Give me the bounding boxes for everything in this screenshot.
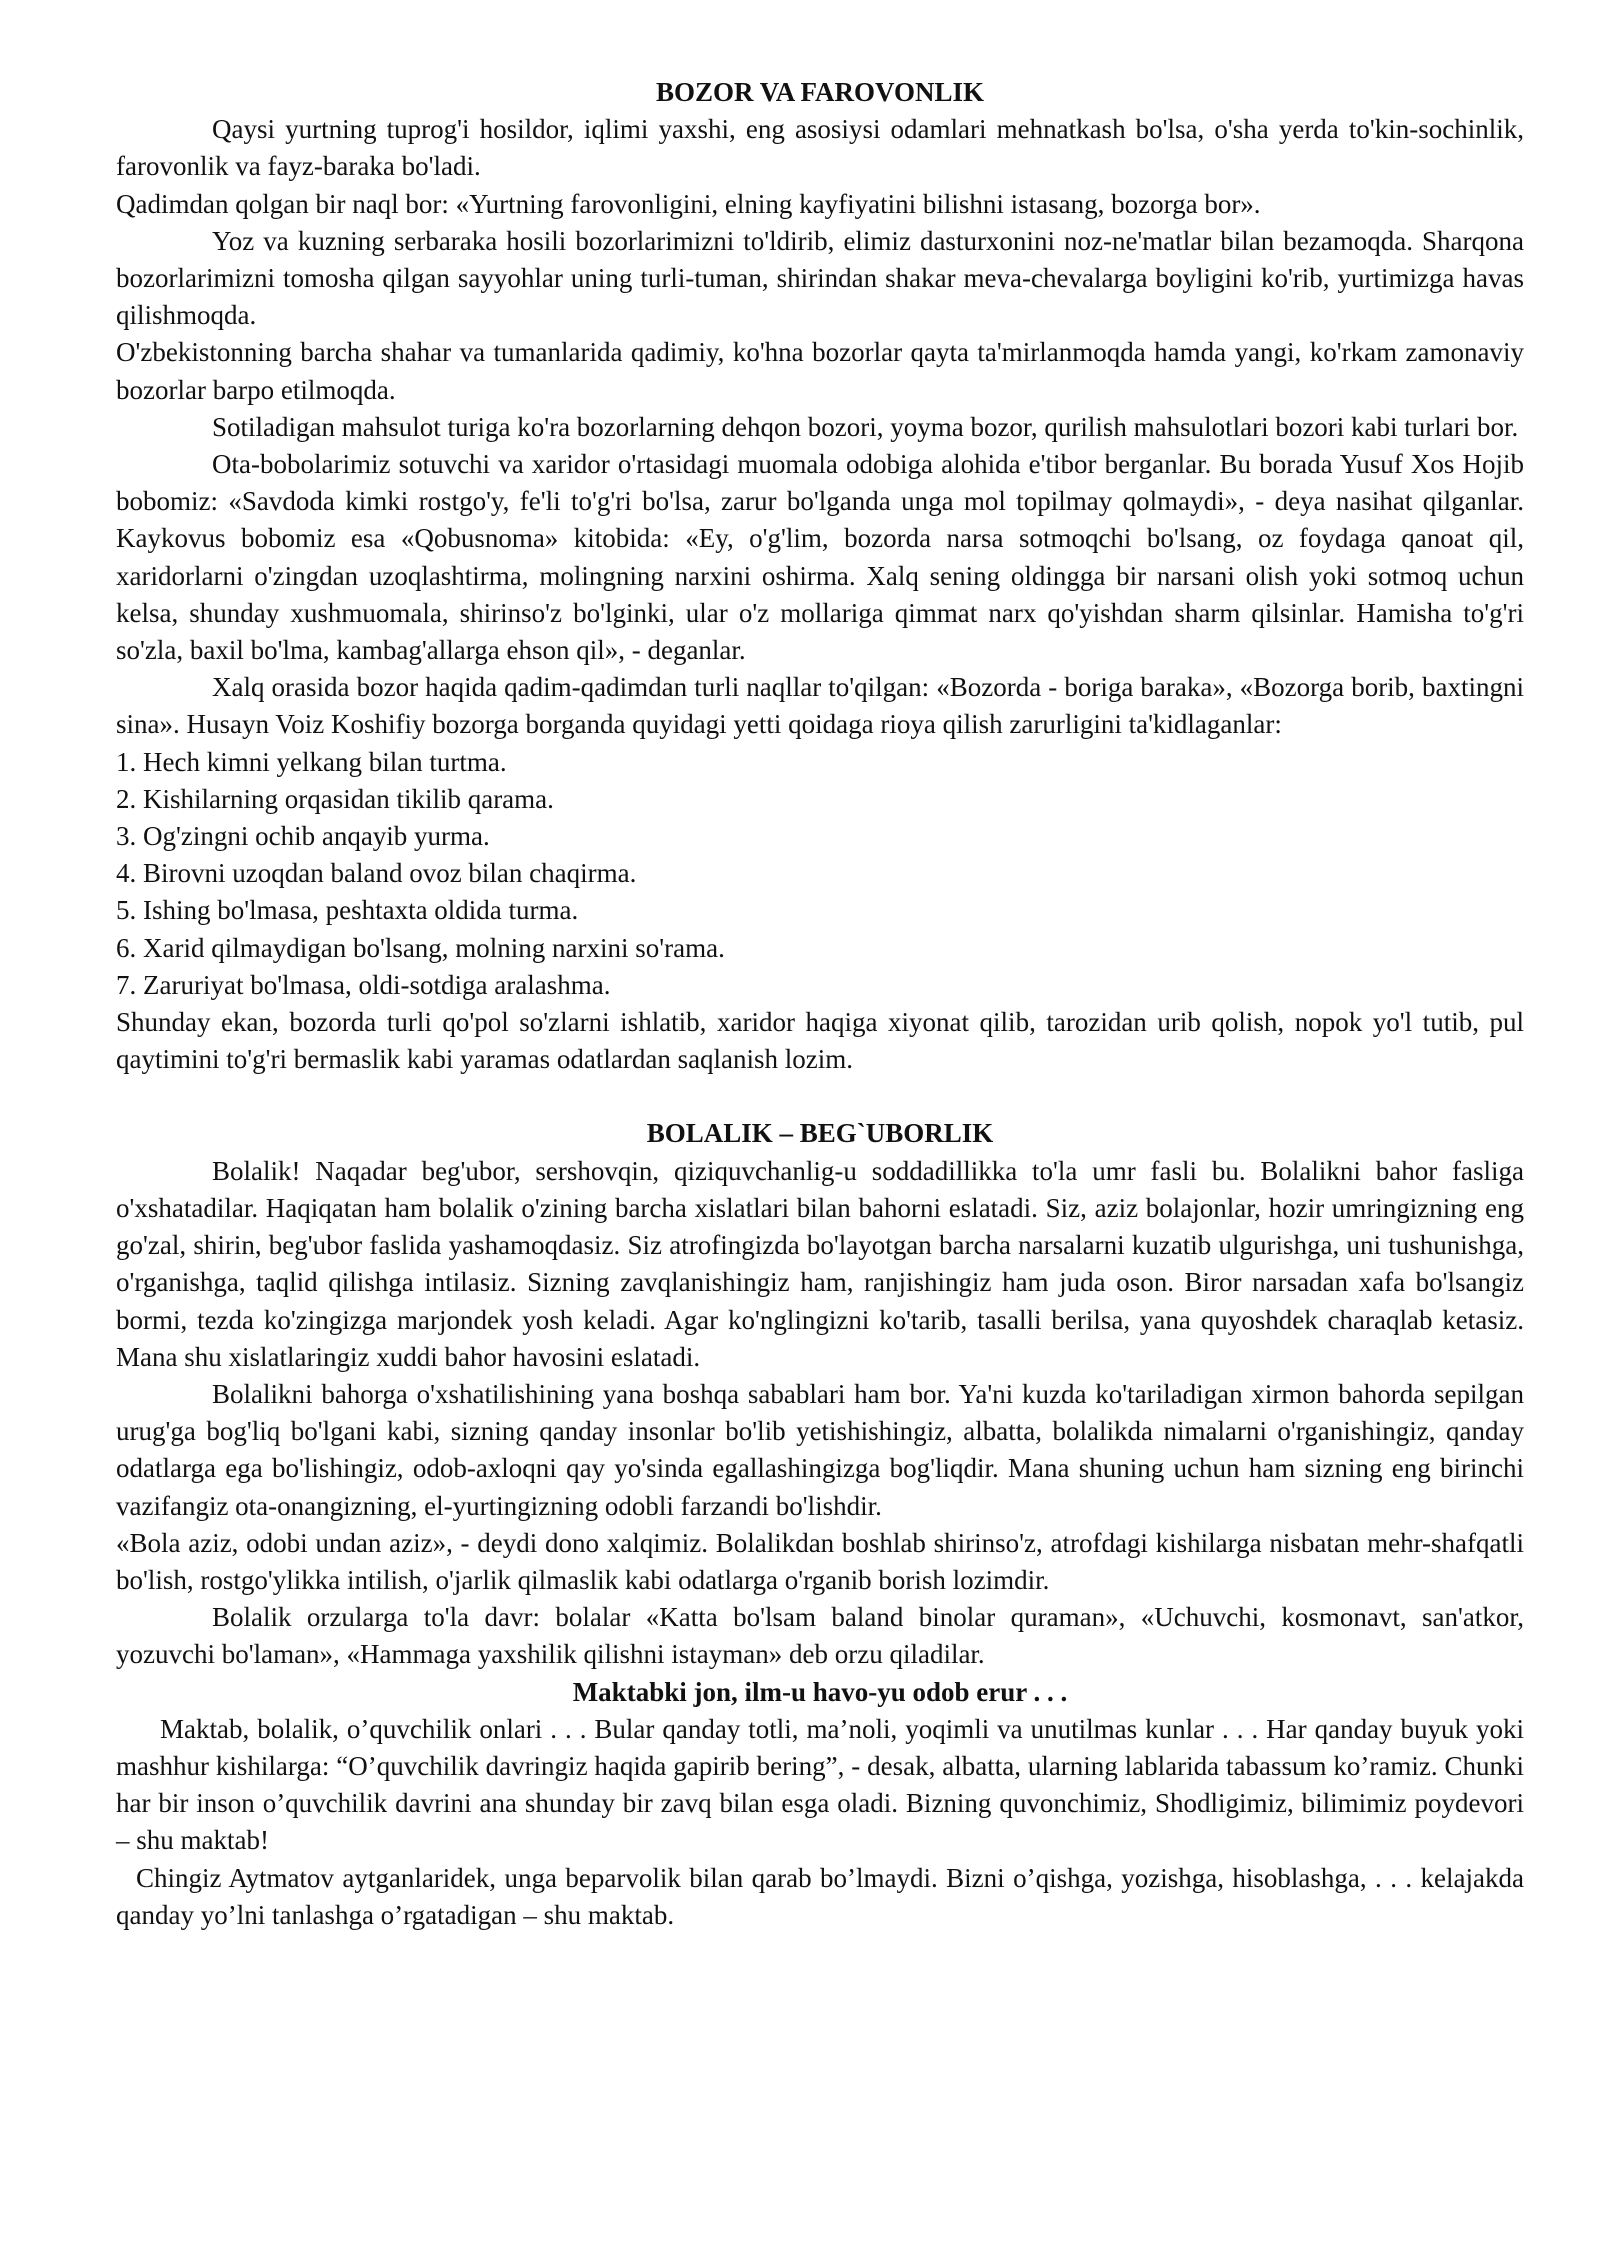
list-item: 6. Xarid qilmaydigan bo'lsang, molning narxini so'rama. xyxy=(116,932,725,963)
paragraph: O'zbekistonning barcha shahar va tumanlarida qadimiy, ko'hna bozorlar qayta ta'mirlanmoqda hamda yangi, ko'rkam zamonaviy bozorlar barpo etilmoqda. xyxy=(116,337,1524,405)
list-item: 7. Zaruriyat bo'lmasa, oldi-sotdiga aralashma. xyxy=(116,969,611,1000)
paragraph: «Bola aziz, odobi undan aziz», - deydi dono xalqimiz. Bolalikdan boshlab shirinso'z, atrofdagi kishilarga nisbatan mehr-shafqatli bo'lish, rostgo'ylikka intilish, o'jarlik qilmaslik kabi odatlarga o'rganib borish lozimdir. xyxy=(116,1527,1524,1595)
paragraph: Shunday ekan, bozorda turli qo'pol so'zlarni ishlatib, xaridor haqiga xiyonat qilib, tarozidan urib qolish, nopok yo'l tutib, pul qaytimini to'g'ri bermaslik kabi yaramas odatlardan saqlanish lozim. xyxy=(116,1007,1524,1075)
paragraph: Qaysi yurtning tuprog'i hosildor, iqlimi yaxshi, eng asosiysi odamlari mehnatkash bo'lsa, o'sha yerda to'kin-sochinlik, farovonlik va fayz-baraka bo'ladi. xyxy=(116,114,1524,182)
list-item: 1. Hech kimni yelkang bilan turtma. xyxy=(116,746,507,777)
paragraph: Maktab, bolalik, o’quvchilik onlari . . . Bular qanday totli, ma’noli, yoqimli va unutilmas kunlar . . . Har qanday buyuk yoki mashhur kishilarga: “O’quvchilik davringiz haqida gapirib bering”, - desak, albatta, ularning lablarida tabassum ko’ramiz. Chunki har bir inson o’quvchilik davrini ana shunday bir zavq bilan esga oladi. Bizning quvonchimiz, Shodligimiz, bilimimiz poydevori – shu maktab! xyxy=(116,1713,1524,1856)
paragraph: Sotiladigan mahsulot turiga ko'ra bozorlarning dehqon bozori, yoyma bozor, qurilish mahsulotlari bozori kabi turlari bor. xyxy=(212,411,1519,442)
list-item: 3. Og'zingni ochib anqayib yurma. xyxy=(116,821,490,852)
list-item: 4. Birovni uzoqdan baland ovoz bilan chaqirma. xyxy=(116,858,637,889)
list-item: 2. Kishilarning orqasidan tikilib qarama. xyxy=(116,783,554,814)
section-title-bozor: BOZOR VA FAROVONLIK xyxy=(655,77,985,107)
paragraph: Qadimdan qolgan bir naql bor: «Yurtning farovonligini, elning kayfiyatini bilishni istasang, bozorga bor». xyxy=(116,188,1261,219)
paragraph: Yoz va kuzning serbaraka hosili bozorlarimizni to'ldirib, elimiz dasturxonini noz-ne'matlar bilan bezamoqda. Sharqona bozorlarimizni tomosha qilgan sayyohlar uning turli-tuman, shirindan shakar meva-chevalarga boyligini ko'rib, yurtimizga havas qilishmoqda. xyxy=(116,225,1524,331)
paragraph: Ota-bobolarimiz sotuvchi va xaridor o'rtasidagi muomala odobiga alohida e'tibor berganlar. Bu borada Yusuf Xos Hojib bobomiz: «Savdoda kimki rostgo'y, fe'li to'g'ri bo'lsa, zarur bo'lganda unga mol topilmay qolmaydi», - deya nasihat qilganlar. Kaykovus bobomiz esa «Qobusnoma» kitobida: «Ey, o'g'lim, bozorda narsa sotmoqchi bo'lsang, oz foydaga qanoat qil, xaridorlarni o'zingdan uzoqlashtirma, molingning narxini oshirma. Xalq sening oldingga bir narsani olish yoki sotmoq uchun kelsa, shunday xushmuomala, shirinso'z bo'lginki, ular o'z mollariga qimmat narx qo'yishdan sharm qilsinlar. Hamisha to'g'ri so'zla, baxil bo'lma, kambag'allarga ehson qil», - deganlar. xyxy=(116,449,1524,666)
rules-list xyxy=(116,744,1524,1004)
list-item: 5. Ishing bo'lmasa, peshtaxta oldida turma. xyxy=(116,895,579,926)
paragraph: Xalq orasida bozor haqida qadim-qadimdan turli naqllar to'qilgan: «Bozorda - boriga baraka», «Bozorga borib, baxtingni sina». Husayn Voiz Koshifiy bozorga borganda quyidagi yetti qoidaga rioya qilish zarurligini ta'kidlaganlar: xyxy=(116,672,1524,740)
paragraph: Bolalik! Naqadar beg'ubor, sershovqin, qiziquvchanlig-u soddadillikka to'la umr fasli bu. Bolalikni bahor fasliga o'xshatadilar. Haqiqatan ham bolalik o'zining barcha xislatlari bilan bahorni eslatadi. Siz, aziz bolajonlar, hozir umringizning eng go'zal, shirin, beg'ubor faslida yashamoqdasiz. Siz atrofingizda bo'layotgan barcha narsalarni kuzatib ulgurishga, uni tushunishga, o'rganishga, taqlid qilishga intilasiz. Sizning zavqlanishingiz ham, ranjishingiz ham juda oson. Biror narsadan xafa bo'lsangiz bormi, tezda ko'zingizga marjondek yosh keladi. Agar ko'nglingizni ko'tarib, tasalli berilsa, yana quyoshdek charaqlab ketasiz. Mana shu xislatlaringiz xuddi bahor havosini eslatadi. xyxy=(116,1155,1524,1372)
paragraph: Bolalik orzularga to'la davr: bolalar «Katta bo'lsam baland binolar quraman», «Uchuvchi, kosmonavt, san'atkor, yozuvchi bo'laman», «Hammaga yaxshilik qilishni istayman» deb orzu qiladilar. xyxy=(116,1602,1524,1670)
section-title-maktab: Maktabki jon, ilm-u havo-yu odob erur . . . xyxy=(572,1676,1068,1707)
section-title-bolalik: BOLALIK – BEG`UBORLIK xyxy=(646,1118,994,1149)
paragraph: Chingiz Aytmatov aytganlaridek, unga beparvolik bilan qarab bo’lmaydi. Bizni o’qishga, yozishga, hisoblashga, . . . kelajakda qanday yo’lni tanlashga o’rgatadigan – shu maktab. xyxy=(116,1862,1524,1930)
section-spacer xyxy=(116,1078,1524,1115)
paragraph: Bolalikni bahorga o'xshatilishining yana boshqa sabablari ham bor. Ya'ni kuzda ko'tariladigan xirmon bahorda sepilgan urug'ga bog'liq bo'lgani kabi, sizning qanday insonlar bo'lib yetishishingiz, albatta, bolalikda nimalarni o'rganishingiz, qanday odatlarga ega bo'lishingiz, odob-axloqni qay yo'sinda egallashingizga bog'liqdir. Mana shuning uchun ham sizning eng birinchi vazifangiz ota-onangizning, el-yurtingizning odobli farzandi bo'lishdir. xyxy=(116,1378,1524,1521)
